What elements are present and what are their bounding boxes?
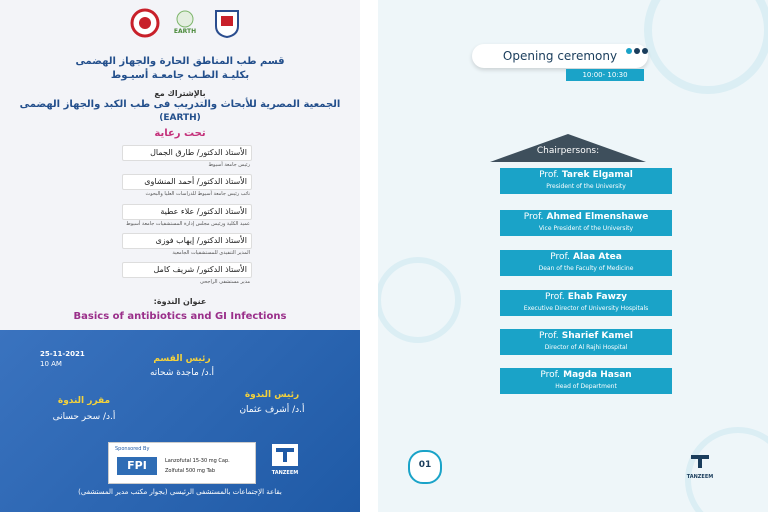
dots-decoration xyxy=(626,39,648,58)
chair-5-name: Sharief Kamel xyxy=(561,331,634,341)
patronage-heading: تحت رعاية xyxy=(154,128,206,139)
chair-3-prefix: Prof. xyxy=(550,252,570,262)
symposium-head-name: أ.د/ أشرف عثمان xyxy=(239,405,305,415)
partner-intro: بالإشتراك مع xyxy=(154,89,206,98)
chair-heading: Chairpersons: xyxy=(536,146,600,156)
chair-2-name: Ahmed Elmenshawe xyxy=(546,212,649,222)
patron-1-name: الأستاذ الدكتور/ طارق الجمال xyxy=(122,145,252,161)
chair-2-prefix: Prof. xyxy=(523,212,544,222)
chair-1-name: Tarek Elgamal xyxy=(561,170,633,180)
sponsor-label: Sponsored By xyxy=(115,446,150,452)
page-number-badge xyxy=(408,450,442,484)
sponsor-box xyxy=(108,442,256,484)
venue-text: بقاعة الإجتماعات بالمستشفى الرئيسى (بجوار مكتب مدير المستشفى) xyxy=(78,488,282,496)
patron-5-name: الأستاذ الدكتور/ شريف كامل xyxy=(122,262,252,278)
right-page xyxy=(378,0,768,512)
chair-3-name: Alaa Atea xyxy=(573,252,622,262)
faculty-logo xyxy=(212,8,242,38)
earth-logo-text: EARTH xyxy=(173,28,197,35)
earth-logo xyxy=(170,8,200,38)
page-gutter xyxy=(360,0,378,512)
patron-1-role: رئيس جامعة أسيوط xyxy=(208,162,250,168)
chair-2-role: Vice President of the University xyxy=(538,225,634,232)
chair-card-4 xyxy=(500,290,672,316)
chair-4-prefix: Prof. xyxy=(544,292,565,302)
chair-3-role: Dean of the Faculty of Medicine xyxy=(538,265,634,272)
chair-5-prefix: Prof. xyxy=(538,331,559,341)
chair-card-1 xyxy=(500,168,672,194)
rapporteur-name: أ.د/ سحر حسانى xyxy=(52,412,116,422)
dept-head-name: أ.د/ ماجدة شحاته xyxy=(149,368,215,378)
chair-6-prefix: Prof. xyxy=(540,370,560,380)
university-logo-left xyxy=(130,8,160,38)
event-time: 10 AM xyxy=(40,360,62,368)
page-number: 01 xyxy=(418,460,432,470)
event-info-panel xyxy=(0,330,360,512)
partner-abbr: (EARTH) xyxy=(159,113,201,123)
chair-1-role: President of the University xyxy=(546,183,626,190)
chair-card-6 xyxy=(500,368,672,394)
patron-4-name: الأستاذ الدكتور/ إيهاب فوزى xyxy=(122,233,252,249)
chair-6-name: Magda Hasan xyxy=(563,370,632,380)
patron-4-role: المدير التنفيذى للمستشفيات الجامعية xyxy=(172,250,250,256)
chair-card-3 xyxy=(500,250,672,276)
section-title: Opening ceremony xyxy=(502,49,618,63)
chair-card-5 xyxy=(500,329,672,355)
tanzeem-label-left: TANZEEM xyxy=(271,470,299,476)
chair-6-role: Head of Department xyxy=(555,383,617,390)
tanzeem-logo-left xyxy=(268,444,302,480)
dept-title: قسم طب المناطق الحارة والجهاز الهضمى xyxy=(75,56,285,67)
left-page xyxy=(0,0,360,512)
logos-row xyxy=(0,8,360,42)
fpi-logo: FPI xyxy=(117,457,157,475)
chair-1-prefix: Prof. xyxy=(539,170,559,180)
chair-card-2 xyxy=(500,210,672,236)
rapporteur-label: مقرر الندوة xyxy=(57,396,111,406)
topic-label: عنوان الندوة: xyxy=(153,297,207,306)
title-pill xyxy=(472,44,648,68)
patron-2-name: الأستاذ الدكتور/ أحمد المنشاوى xyxy=(122,174,252,190)
patron-2-role: نائب رئيس جامعة أسيوط للدراسات العليا والبحوث xyxy=(145,191,250,197)
chair-4-name: Ehab Fawzy xyxy=(567,292,628,302)
session-time: 10:00- 10:30 xyxy=(566,69,644,81)
patron-5-role: مدير مستشفى الراجحى xyxy=(200,279,250,285)
tanzeem-logo-right xyxy=(680,452,720,480)
symposium-head-label: رئيس الندوة xyxy=(244,390,300,400)
event-date: 25-11-2021 xyxy=(40,350,85,358)
partner-name: الجمعية المصرية للأبحاث والتدريب فى طب الكبد والجهاز الهضمى xyxy=(19,99,341,110)
topic-title: Basics of antibiotics and GI Infections xyxy=(73,311,287,322)
dept-head-label: رئيس القسم xyxy=(153,354,211,364)
chair-5-role: Director of Al Rajhi Hospital xyxy=(544,344,628,351)
faculty-title: بكليـة الطـب جامعـة أسيـوط xyxy=(110,70,250,81)
patron-3-name: الأستاذ الدكتور/ علاء عطية xyxy=(122,204,252,220)
sponsor-product-1: Lanzofutal 15-30 mg Cap. xyxy=(165,458,230,464)
chair-4-role: Executive Director of University Hospitals xyxy=(523,305,649,312)
sponsor-product-2: Zolfutal 500 mg Tab xyxy=(165,468,216,474)
tanzeem-label-right: TANZEEM xyxy=(686,474,714,480)
patron-3-role: عميد الكلية ورئيس مجلس إدارة المستشفيات جامعة أسيوط xyxy=(126,221,250,227)
